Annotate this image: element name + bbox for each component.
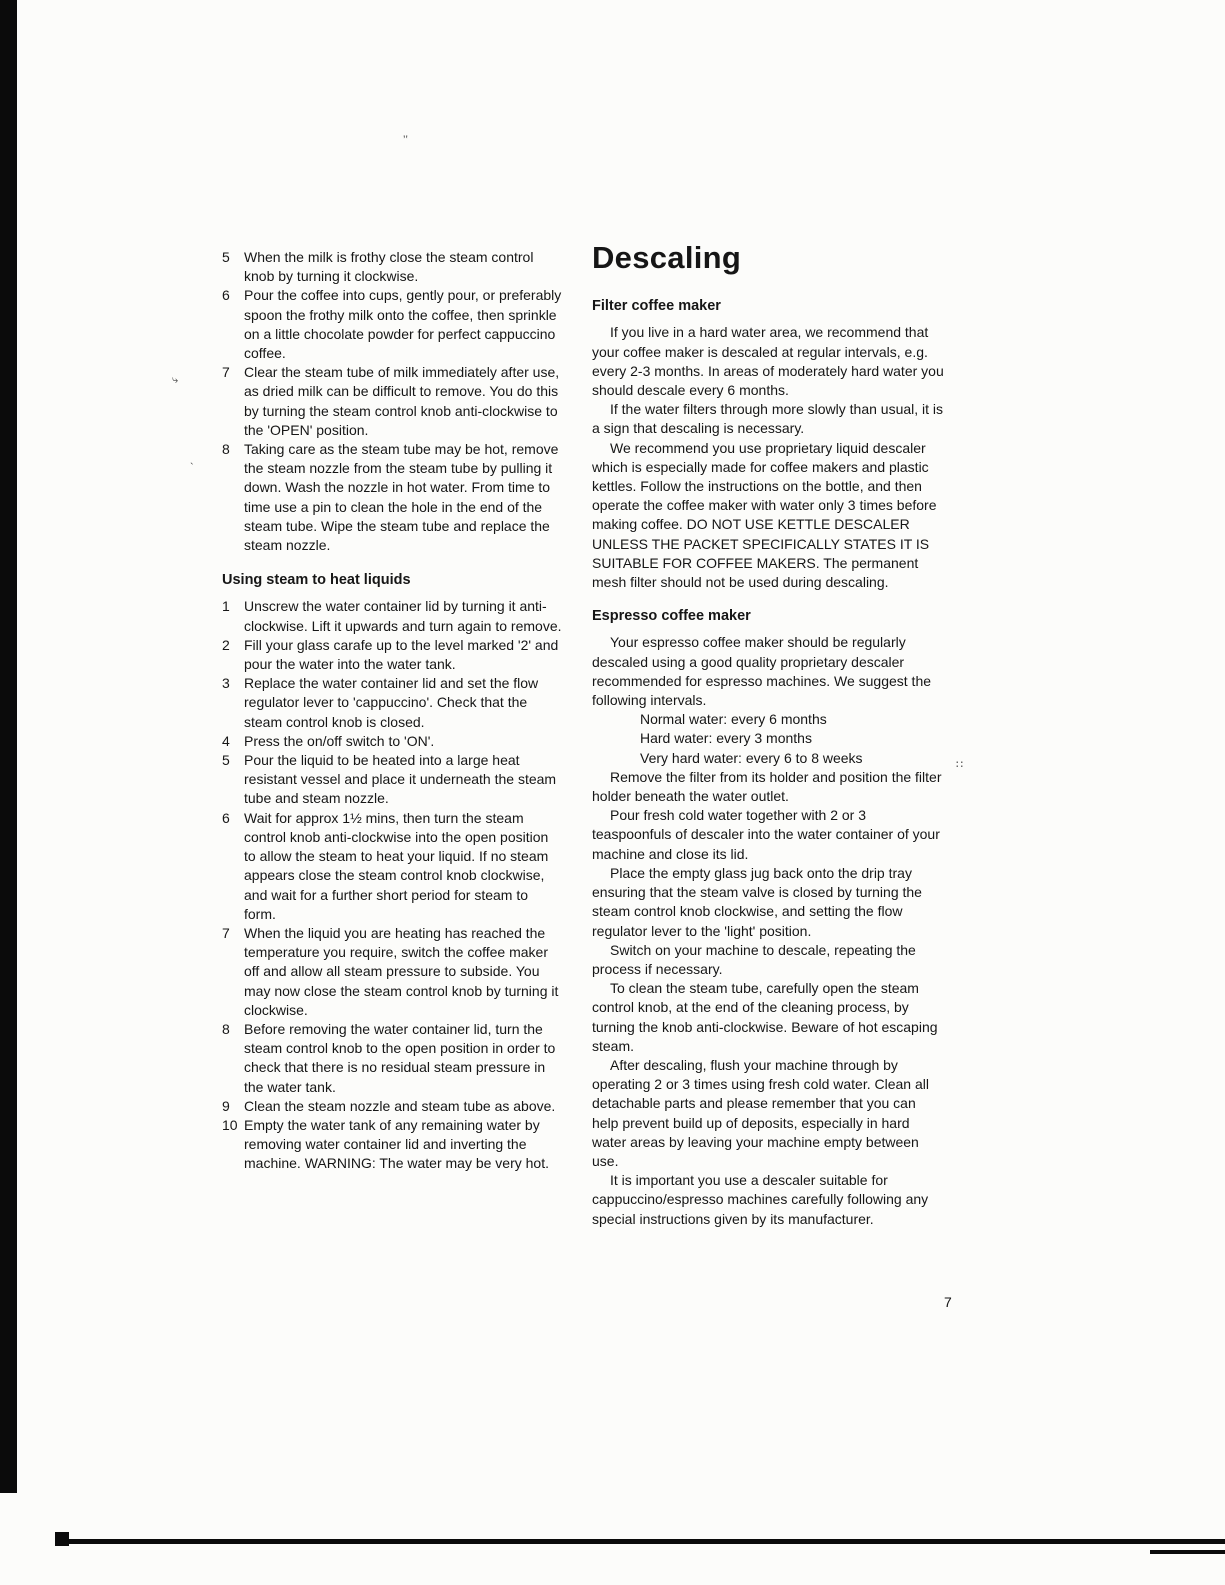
step-item (222, 924, 562, 1020)
step-number: 4 (222, 732, 230, 749)
scan-noise-mark: ∷ (956, 759, 963, 771)
scan-noise-mark: ’‛ (403, 134, 408, 146)
step-number: 7 (222, 364, 230, 381)
step-text: Clean the steam nozzle and steam tube as above. (244, 1097, 556, 1114)
scan-noise-mark: ⤷ (172, 374, 179, 386)
section-heading-steam: Using steam to heat liquids (222, 572, 411, 589)
step-number: 1 (222, 598, 230, 615)
interval-line: Very hard water: every 6 to 8 weeks (640, 749, 863, 766)
step-item (222, 751, 562, 809)
step-item (222, 363, 562, 440)
paragraph: Remove the filter from its holder and position the filter holder beneath the water outlet. (592, 768, 942, 805)
descale-intervals (592, 710, 944, 768)
paragraph: Switch on your machine to descale, repeating the process if necessary. (592, 941, 916, 977)
step-number: 6 (222, 809, 230, 826)
page-number: 7 (944, 1294, 952, 1310)
step-text: Empty the water tank of any remaining water by removing water container lid and inverting the machine. WARNING: The water may be very hot. (244, 1116, 549, 1172)
step-item (222, 248, 562, 286)
step-number: 10 (222, 1116, 238, 1133)
paragraph: If the water filters through more slowly than usual, it is a sign that descaling is necessary. (592, 401, 944, 437)
paragraph: After descaling, flush your machine through by operating 2 or 3 times using fresh cold water. Clean all detachable parts and please remember that you can help prevent build up of deposits, especially in hard water areas by leaving your machine empty between use. (592, 1056, 929, 1169)
paragraph: Pour fresh cold water together with 2 or 3 teaspoonfuls of descaler into the water container of your machine and close its lid. (592, 807, 940, 862)
section-heading-filter: Filter coffee maker (592, 298, 721, 315)
step-number: 7 (222, 924, 230, 941)
step-text: Press the on/off switch to 'ON'. (244, 732, 435, 749)
step-item (222, 674, 562, 732)
paragraph: We recommend you use proprietary liquid descaler which is especially made for coffee makers and plastic kettles. Follow the instructions on the bottle, and then operate the coffee maker with water only 3 times before making coffee. DO NOT USE KETTLE DESCALER UNLESS THE PACKET SPECIFICALLY STATES IT IS SUITABLE FOR COFFEE MAKERS. The permanent mesh filter should not be used during descaling. (592, 439, 937, 591)
step-item (222, 597, 562, 635)
paragraph: It is important you use a descaler suitable for cappuccino/espresso machines carefully following any special instructions given by its manufacturer. (592, 1172, 929, 1227)
step-item (222, 732, 562, 751)
step-item (222, 1097, 562, 1116)
scan-artifact-left-bar (0, 0, 17, 1493)
step-text: Replace the water container lid and set the flow regulator lever to 'cappuccino'. Check that the steam control knob is closed. (244, 675, 539, 730)
step-text: Pour the coffee into cups, gently pour, or preferably spoon the frothy milk onto the coffee, then sprinkle on a little chocolate powder for perfect cappuccino coffee. (244, 287, 562, 362)
step-number: 5 (222, 752, 230, 769)
step-number: 8 (222, 1020, 230, 1037)
step-item (222, 286, 562, 363)
paragraph: If you live in a hard water area, we recommend that your coffee maker is descaled at regular intervals, e.g. every 2-3 months. In areas of moderately hard water you should descale every 6 months. (592, 324, 944, 399)
step-number: 9 (222, 1097, 230, 1114)
step-text: Wait for approx 1½ mins, then turn the steam control knob anti-clockwise into the open position to allow the steam to heat your liquid. If no steam appears close the steam control knob clockwise, and wait for a further short period for steam to form. (244, 809, 549, 922)
page-title: Descaling (592, 240, 742, 275)
step-number: 2 (222, 636, 230, 653)
step-item (222, 1020, 562, 1097)
page-content (222, 240, 944, 1229)
scan-noise-mark: ` (190, 462, 194, 474)
step-text: Clear the steam tube of milk immediately after use, as dried milk can be difficult to remove. You do this by turning the steam control knob anti-clockwise to the 'OPEN' position. (244, 364, 560, 438)
step-item (222, 636, 562, 674)
step-number: 5 (222, 249, 230, 265)
section-heading-espresso: Espresso coffee maker (592, 608, 751, 625)
step-text: Before removing the water container lid, turn the steam control knob to the open position in order to check that there is no residual steam pressure in the water tank. (244, 1020, 556, 1095)
step-item (222, 809, 562, 924)
right-column (592, 240, 944, 1229)
step-number: 8 (222, 441, 230, 458)
interval-line: Hard water: every 3 months (640, 730, 812, 747)
step-text: Unscrew the water container lid by turning it anti-clockwise. Lift it upwards and turn again to remove. (244, 598, 562, 634)
step-item (222, 1116, 562, 1174)
step-text: Pour the liquid to be heated into a large heat resistant vessel and place it underneath the steam tube and steam nozzle. (244, 752, 557, 807)
left-column (222, 248, 562, 1229)
step-text: When the milk is frothy close the steam control knob by turning it clockwise. (244, 249, 534, 285)
paragraph: To clean the steam tube, carefully open the steam control knob, at the end of the cleaning process, by turning the knob anti-clockwise. Beware of hot escaping steam. (592, 980, 938, 1054)
scan-artifact-dash (1150, 1550, 1225, 1554)
paragraph: Place the empty glass jug back onto the drip tray ensuring that the steam valve is closed by turning the steam control knob clockwise, and setting the flow regulator lever to the 'light' position. (592, 864, 922, 939)
paragraph: Your espresso coffee maker should be regularly descaled using a good quality proprietary descaler recommended for espresso machines. We suggest the following intervals. (592, 634, 932, 709)
scan-artifact-bottom-bar (57, 1539, 1225, 1544)
interval-line: Normal water: every 6 months (640, 711, 827, 728)
step-number: 6 (222, 287, 230, 304)
step-item (222, 440, 562, 555)
step-text: Fill your glass carafe up to the level marked '2' and pour the water into the water tank. (244, 636, 559, 673)
step-text: When the liquid you are heating has reached the temperature you require, switch the coffee maker off and allow all steam pressure to subside. You may now close the steam control knob by turning it clockwise. (244, 924, 559, 1018)
step-number: 3 (222, 675, 230, 692)
step-text: Taking care as the steam tube may be hot, remove the steam nozzle from the steam tube by pulling it down. Wash the nozzle in hot water. From time to time use a pin to clean the hole in the end of the steam tube. Wipe the steam tube and replace the steam nozzle. (244, 441, 559, 554)
